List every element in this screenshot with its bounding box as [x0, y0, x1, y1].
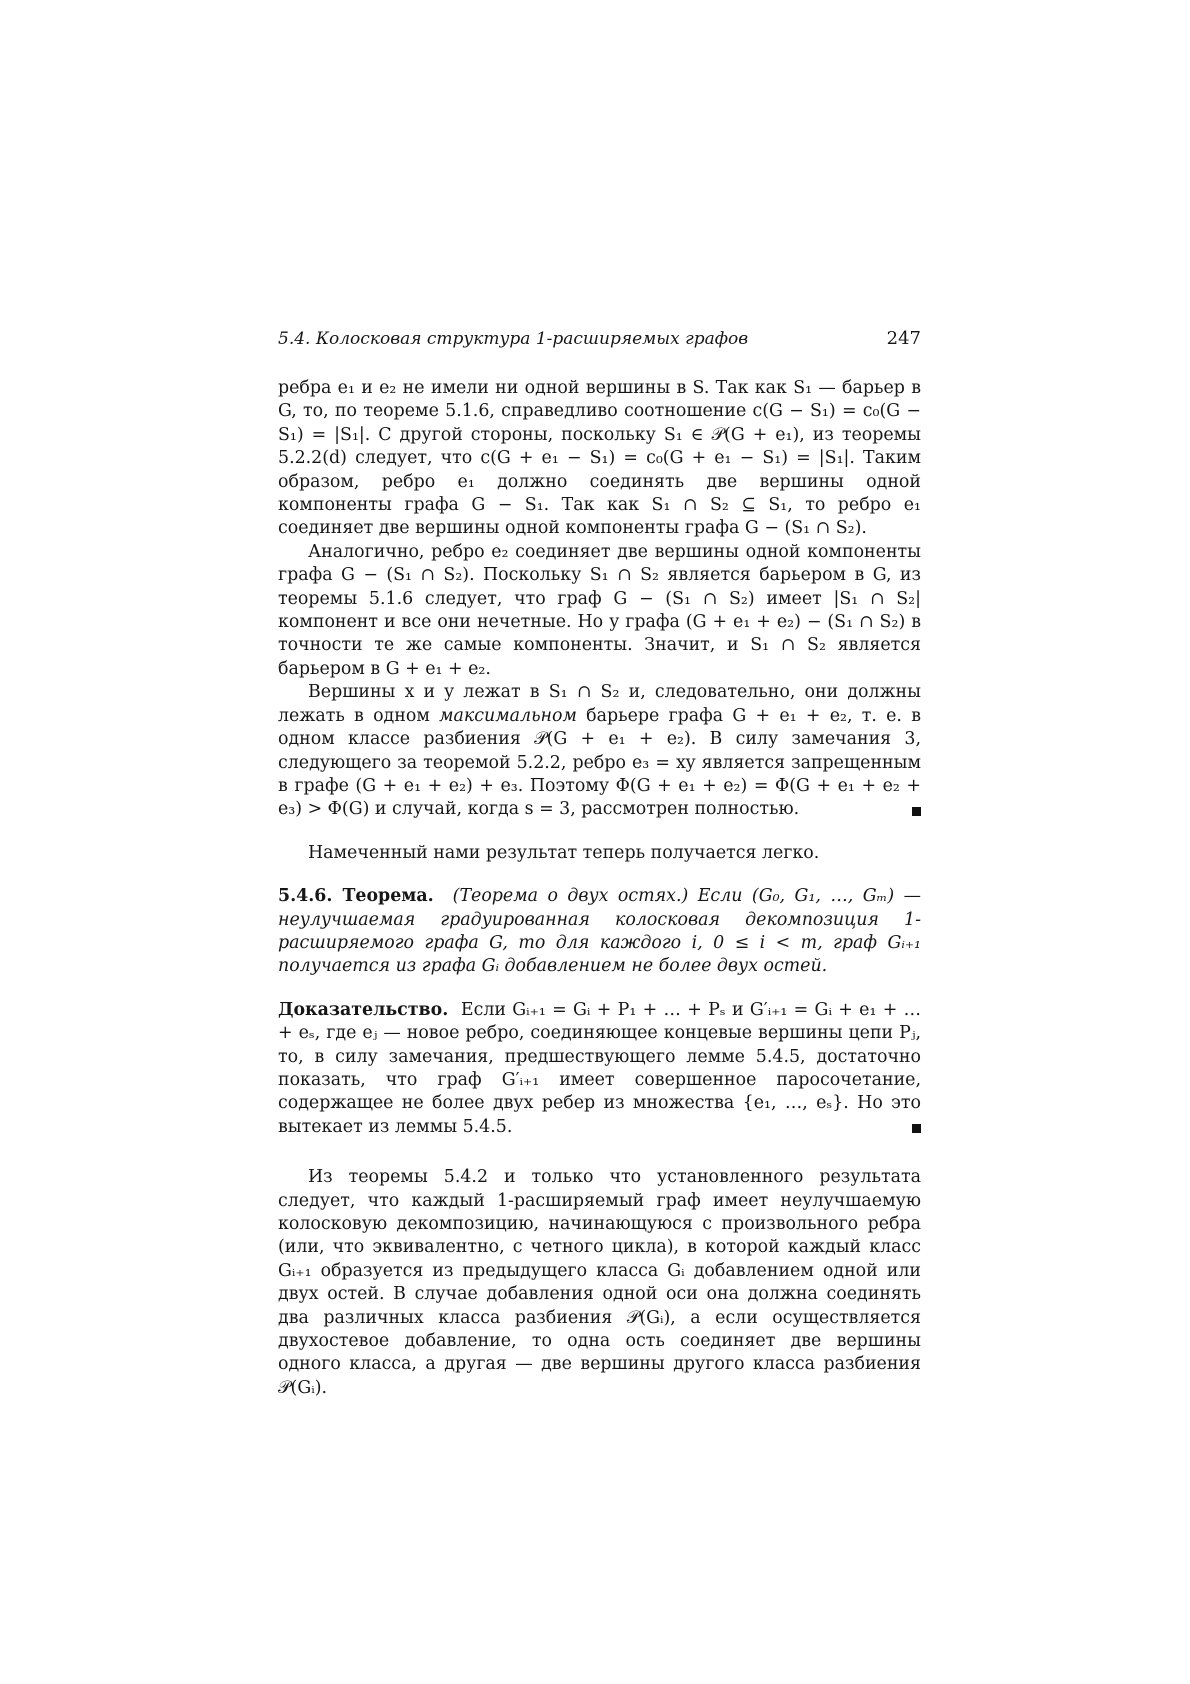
running-title: 5.4. Колосковая структура 1-расширяемых графов	[278, 329, 749, 349]
theorem-block	[278, 885, 921, 979]
paragraph-vertices-start: Вершины x и y лежат в S₁ ∩ S₂ и, следовательно, они должны лежать в одном	[278, 682, 921, 726]
proof-text: Если Gᵢ₊₁ = Gᵢ + P₁ + … + Pₛ и G′ᵢ₊₁ = Gᵢ + e₁ + … + eₛ, где eⱼ — новое ребро, соединяющее концевые вершины цепи Pⱼ, то, в силу замечания, предшествующего лемме 5.4.5, достаточно показать, что граф G′ᵢ₊₁ имеет совершенное паросочетание, содержащее не более двух ребер из множества {e₁, …, eₛ}. Но это вытекает из леммы 5.4.5.	[278, 999, 922, 1137]
paragraph-analogously: Аналогично, ребро e₂ соединяет две вершины одной компоненты графа G − (S₁ ∩ S₂). Поскольку S₁ ∩ S₂ является барьером в G, из теоремы 5.1.6 следует, что граф G − (S₁ ∩ S₂) имеет |S₁ ∩ S₂| компонент и все они нечетные. Но у графа (G + e₁ + e₂) − (S₁ ∩ S₂) в точности те же самые компоненты. Значит, и S₁ ∩ S₂ является барьером в G + e₁ + e₂.	[278, 541, 921, 679]
paragraph-intro-result: Намеченный нами результат теперь получается легко.	[308, 842, 820, 863]
theorem-name: (Теорема о двух остях.)	[452, 886, 689, 907]
theorem-label: 5.4.6. Теорема.	[278, 886, 434, 907]
paragraph-vertices-end: барьере графа G + e₁ + e₂, т. е. в одном классе разбиения 𝒫(G + e₁ + e₂). В силу замечания 3, следующего за теоремой 5.2.2, ребро e₃ = xy является запрещенным в графе (G + e₁ + e₂) + e₃. Поэтому Φ(G + e₁ + e₂) = Φ(G + e₁ + e₂ + e₃) > Φ(G) и случай, когда s = 3, рассмотрен полностью.	[278, 705, 921, 820]
page-number: 247	[886, 328, 921, 349]
paragraph-continuation: ребра e₁ и e₂ не имели ни одной вершины в S. Так как S₁ — барьер в G, то, по теореме 5.1.6, справедливо соотношение c(G − S₁) = c₀(G − S₁) = |S₁|. С другой стороны, поскольку S₁ ∈ 𝒫(G + e₁), из теоремы 5.2.2(d) следует, что c(G + e₁ − S₁) = c₀(G + e₁ − S₁) = |S₁|. Таким образом, ребро e₁ должно соединять две вершины одной компоненты графа G − S₁. Так как S₁ ∩ S₂ ⊆ S₁, то ребро e₁ соединяет две вершины одной компоненты графа G − (S₁ ∩ S₂).	[278, 378, 921, 539]
qed-square-icon	[912, 1124, 921, 1133]
theorem-statement: Если (G₀, G₁, …, Gₘ) — неулучшаемая градуированная колосковая декомпозиция 1-расширяемого графа G, то для каждого i, 0 ≤ i < m, граф Gᵢ₊₁ получается из графа Gᵢ добавлением не более двух остей.	[278, 886, 921, 977]
page-header	[278, 328, 921, 358]
paragraph-closing: Из теоремы 5.4.2 и только что установленного результата следует, что каждый 1-расширяемый граф имеет неулучшаемую колосковую декомпозицию, начинающуюся с произвольного ребра (или, что эквивалентно, с четного цикла), в которой каждый класс Gᵢ₊₁ образуется из предыдущего класса Gᵢ добавлением одной или двух остей. В случае добавления одной оси она должна соединять два различных класса разбиения 𝒫(Gᵢ), а если осуществляется двухостевое добавление, то одна ость соединяет две вершины одного класса, а другая — две вершины другого класса разбиения 𝒫(Gᵢ).	[278, 1167, 921, 1398]
book-page	[278, 328, 921, 1400]
qed-square-icon	[912, 807, 921, 816]
proof-label: Доказательство.	[278, 999, 449, 1020]
emphasis-maximal: максимальном	[439, 705, 577, 726]
